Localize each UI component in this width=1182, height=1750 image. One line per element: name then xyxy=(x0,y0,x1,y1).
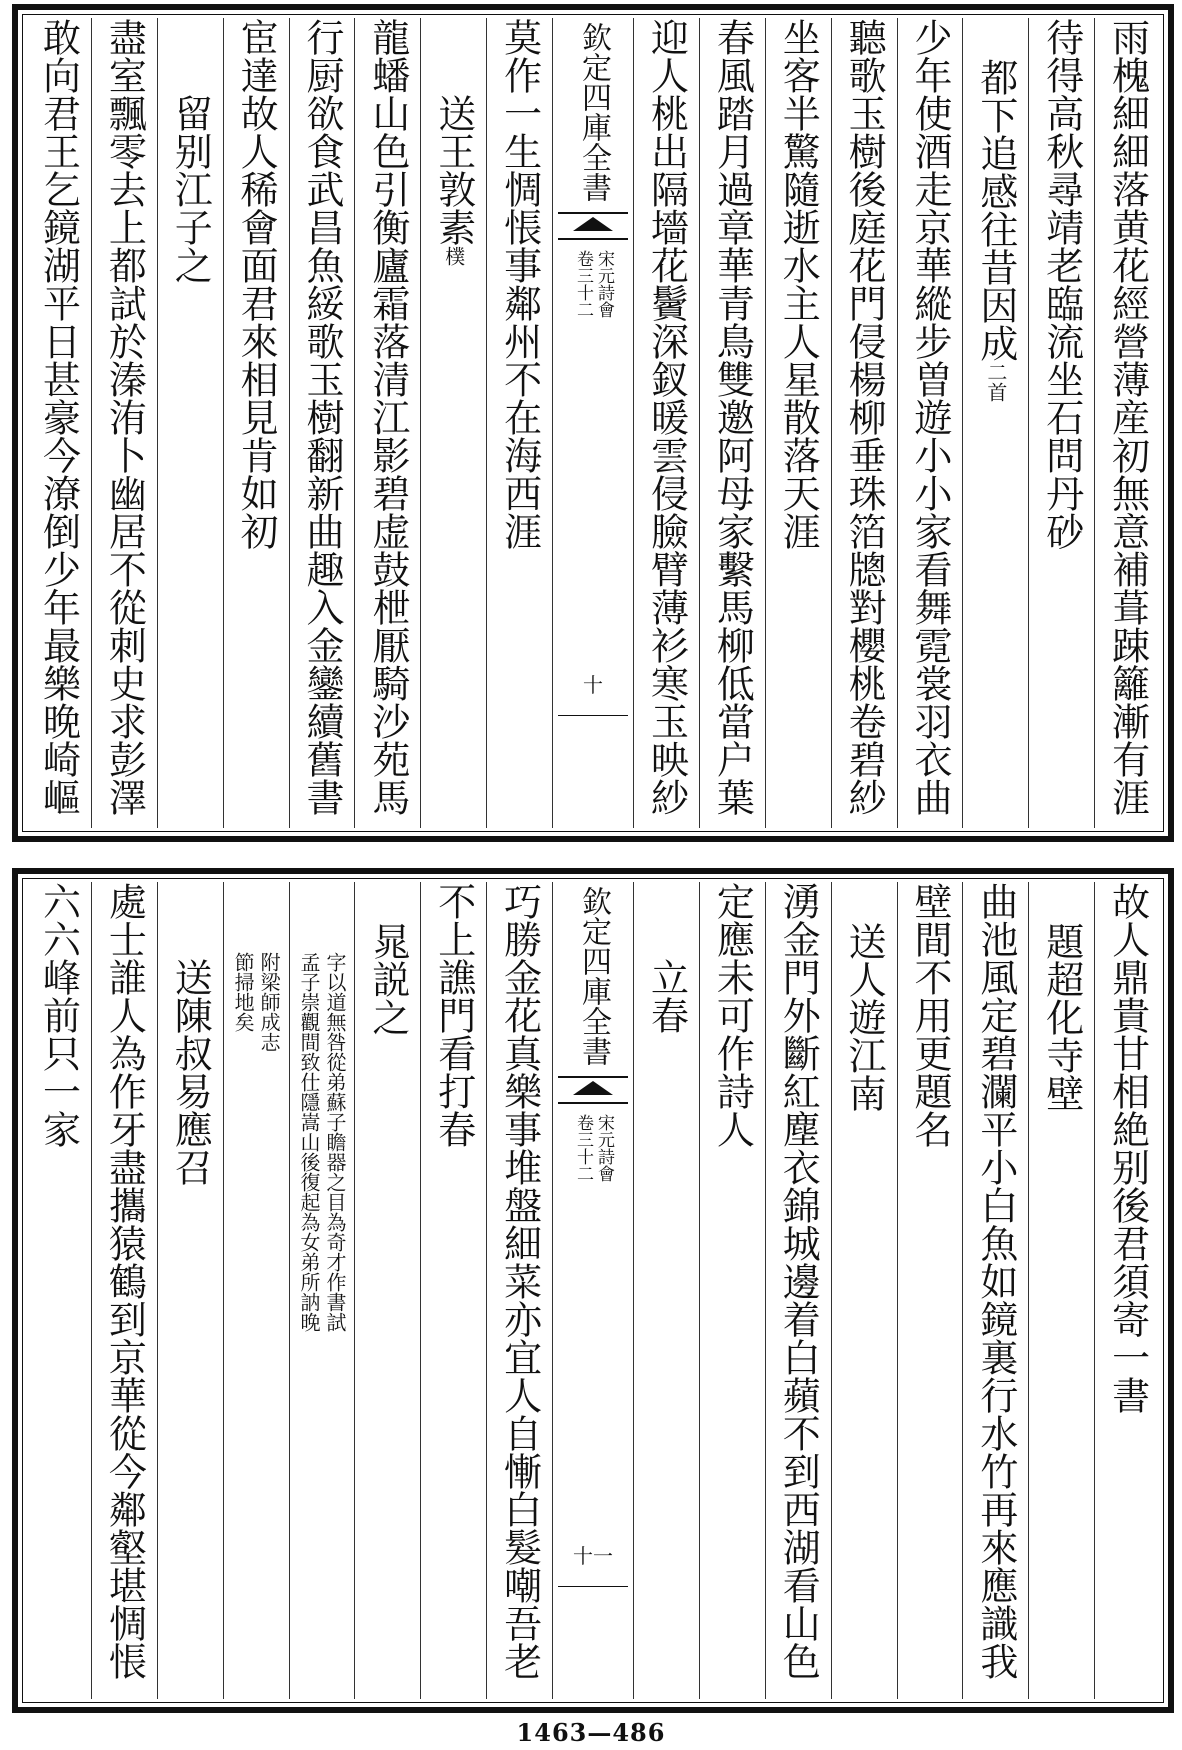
text-line: 定應未可作詩人 xyxy=(710,882,755,1148)
text-line: 不上譙門看打春 xyxy=(431,882,476,1148)
poem-title-column xyxy=(962,18,1028,828)
biography-note-column xyxy=(223,882,289,1699)
text-line: 巧勝金花真樂事堆盤細菜亦宜人自慚白髮嘲吾老 xyxy=(497,882,542,1680)
biography-note-continued xyxy=(231,882,281,1699)
fish-tail-mark xyxy=(558,1076,628,1104)
text-column xyxy=(91,882,157,1699)
text-column xyxy=(897,882,963,1699)
biography-note-right: 字以道無咎從弟蘇子瞻器之目為奇才作書試 xyxy=(322,952,347,1332)
text-column xyxy=(699,882,765,1699)
text-line: 故人鼎貴甘相絶别後君須寄一書 xyxy=(1105,882,1150,1414)
title-note: 二首 xyxy=(983,362,1008,402)
text-column xyxy=(223,18,289,828)
text-column xyxy=(1028,18,1094,828)
text-line: 龍蟠山色引衡廬霜落清江影碧虚鼓枻厭騎沙苑馬 xyxy=(365,18,410,816)
poem-title: 立春 xyxy=(644,958,689,1034)
text-column xyxy=(897,18,963,828)
poem-title-text: 都下追感往昔因成 xyxy=(973,58,1018,362)
center-book: 宋元詩會 xyxy=(594,250,614,318)
page-number: 十 xyxy=(583,673,603,697)
center-book: 宋元詩會 xyxy=(594,1114,614,1182)
center-fold-column xyxy=(552,882,633,1699)
text-line: 待得高秋尋靖老臨流坐石問丹砂 xyxy=(1039,18,1084,550)
center-rule xyxy=(558,1586,628,1587)
biography-note-left: 孟子崇觀間致仕隱嵩山後復起為女弟所訥晚 xyxy=(296,952,321,1332)
page-footer-number: 1463—486 xyxy=(516,1718,666,1747)
text-line: 春風踏月過章華青鳥雙邀阿母家繫馬柳低當户葉 xyxy=(710,18,755,816)
text-line: 宦達故人稀會面君來相見肯如初 xyxy=(234,18,279,550)
text-line: 莫作一生惆悵事鄰州不在海西涯 xyxy=(497,18,542,550)
text-column xyxy=(420,882,486,1699)
text-column xyxy=(486,882,552,1699)
text-line: 處士誰人為作牙盡攜猿鶴到京華從今鄰壑堪惆悵 xyxy=(102,882,147,1680)
author-name: 晁説之 xyxy=(365,922,410,1036)
text-line: 行厨欲食武昌魚綏歌玉樹翻新曲趣入金鑾續舊書 xyxy=(299,18,344,816)
text-column xyxy=(962,882,1028,1699)
center-volume: 卷三十二 xyxy=(573,250,593,318)
biography-note-column xyxy=(289,882,355,1699)
text-line: 曲池風定碧瀾平小白魚如鏡裏行水竹再來應識我 xyxy=(973,882,1018,1680)
fish-tail-mark xyxy=(558,212,628,240)
text-line: 聽歌玉樹後庭花門侵楊柳垂珠箔牕對櫻桃卷碧紗 xyxy=(842,18,887,816)
text-line: 雨槐細細落黄花經營薄産初無意補葺踈籬漸有涯 xyxy=(1105,18,1150,816)
text-line: 迎人桃出隔墻花鬢深釵暖雲侵臉臂薄衫寒玉映紗 xyxy=(644,18,689,816)
center-title: 欽定四庫全書 xyxy=(576,22,611,202)
poem-title: 留别江子之 xyxy=(168,94,213,284)
text-column xyxy=(26,882,91,1699)
poem-title-column xyxy=(420,18,486,828)
biography-note-right: 附梁師成志 xyxy=(257,952,282,1052)
center-book-info xyxy=(573,1104,613,1182)
poem-title-column xyxy=(831,882,897,1699)
text-line: 少年使酒走京華縱步曽遊小小家看舞霓裳羽衣曲 xyxy=(907,18,952,816)
text-column xyxy=(699,18,765,828)
author-note: 樸 xyxy=(441,246,466,266)
text-column xyxy=(354,18,420,828)
poem-title-column xyxy=(633,882,699,1699)
poem-title: 題超化寺壁 xyxy=(1039,922,1084,1112)
text-line: 坐客半驚隨逝水主人星散落天涯 xyxy=(776,18,821,550)
center-fold-column xyxy=(552,18,633,828)
bottom-page xyxy=(12,868,1174,1713)
top-page-columns xyxy=(26,18,1160,828)
text-column xyxy=(26,18,91,828)
poem-title: 送人遊江南 xyxy=(842,922,887,1112)
page-number: 十一 xyxy=(573,1544,613,1568)
biography-note xyxy=(297,882,347,1699)
center-book-info xyxy=(573,240,613,318)
text-line: 盡室飄零去上都試於溱洧卜幽居不從刺史求彭澤 xyxy=(102,18,147,816)
text-column xyxy=(831,18,897,828)
biography-note-left: 節掃地矣 xyxy=(231,952,256,1032)
bottom-page-columns xyxy=(26,882,1160,1699)
text-column xyxy=(1094,18,1160,828)
center-title: 欽定四庫全書 xyxy=(576,886,611,1066)
center-volume: 卷三十二 xyxy=(573,1114,593,1182)
poem-title-column xyxy=(157,18,223,828)
text-column xyxy=(486,18,552,828)
text-line: 湧金門外斷紅塵衣錦城邊着白蘋不到西湖看山色 xyxy=(776,882,821,1680)
text-column xyxy=(633,18,699,828)
text-column xyxy=(1094,882,1160,1699)
text-line: 壁間不用更題名 xyxy=(907,882,952,1148)
poem-title: 送陳叔易應召 xyxy=(168,958,213,1186)
text-column xyxy=(765,882,831,1699)
text-column xyxy=(91,18,157,828)
top-page xyxy=(12,4,1174,842)
text-line: 敢向君王乞鏡湖平日甚豪今潦倒少年最樂晚崎嶇 xyxy=(36,18,81,816)
author-name-column xyxy=(354,882,420,1699)
poem-title-column xyxy=(157,882,223,1699)
poem-title xyxy=(974,18,1018,828)
text-column xyxy=(765,18,831,828)
poem-title-text: 送王敦素 xyxy=(431,94,476,246)
text-column xyxy=(289,18,355,828)
center-rule xyxy=(558,715,628,716)
poem-title xyxy=(432,18,476,828)
poem-title-column xyxy=(1028,882,1094,1699)
text-line: 六六峰前只一家 xyxy=(36,882,81,1148)
